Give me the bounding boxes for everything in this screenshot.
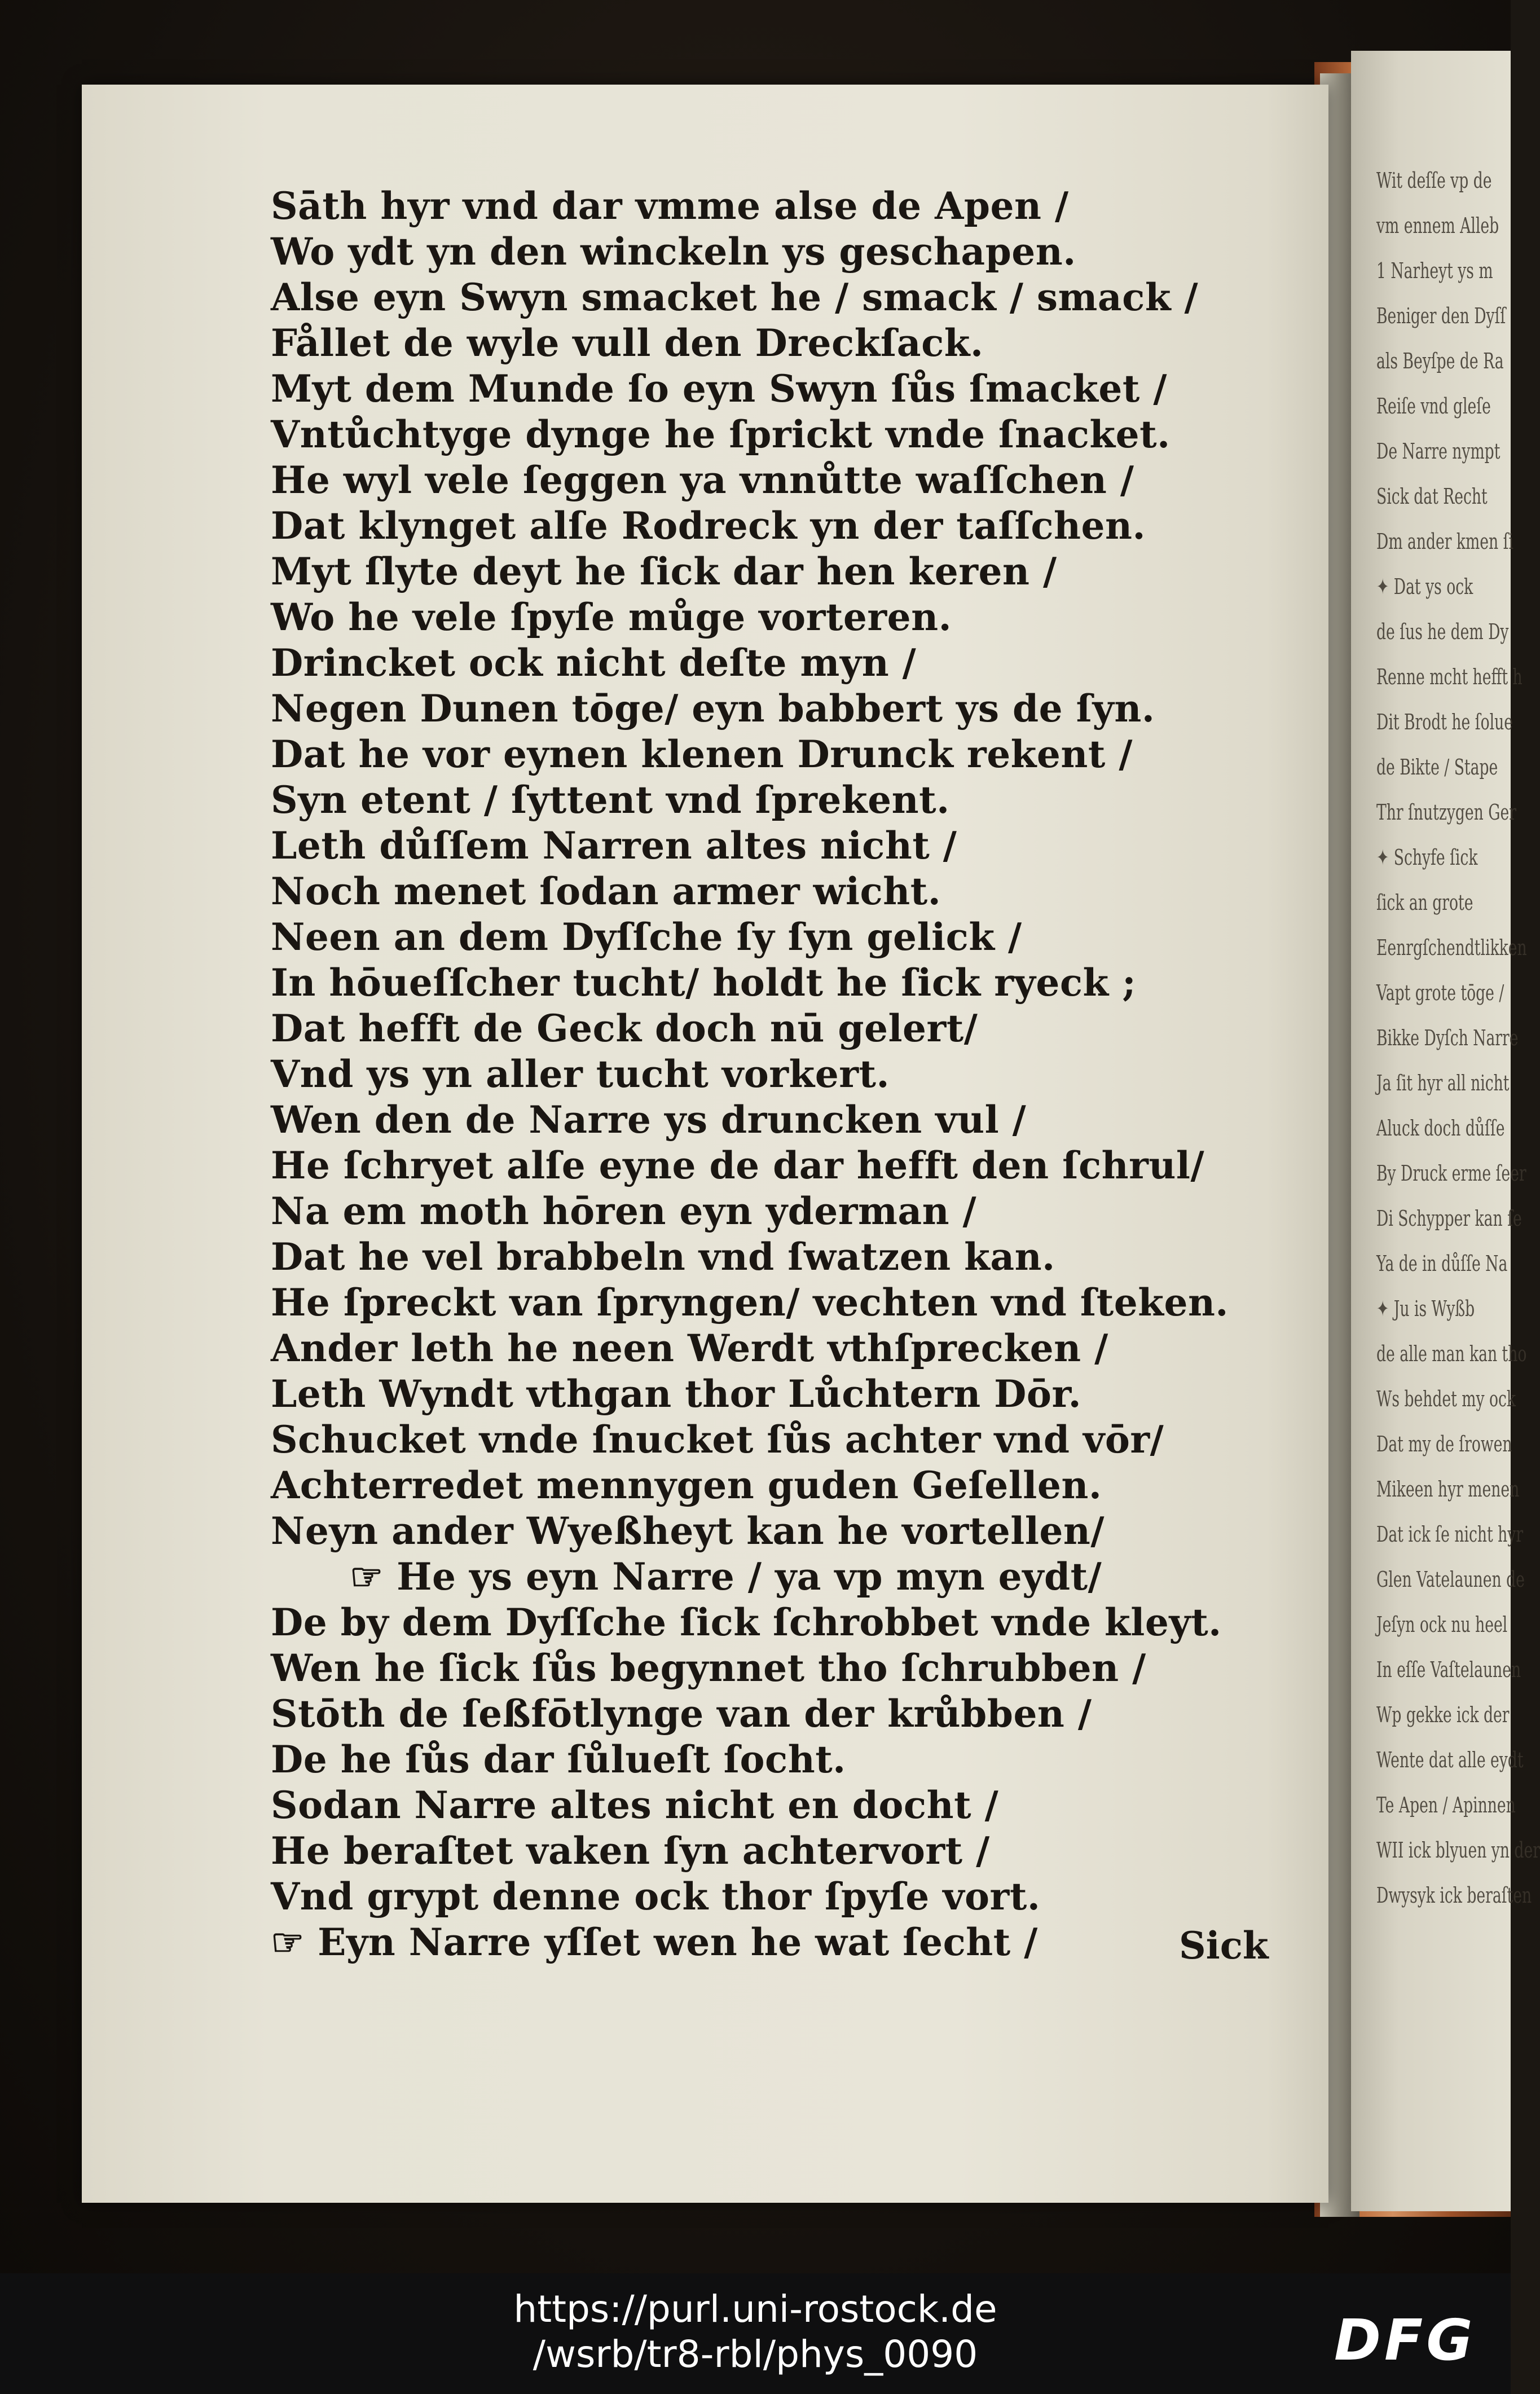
verse-line: ☞ He ys eyn Narre / ya vp myn eydt/ [350, 1555, 1102, 1599]
verse-line: Syn etent / ſyttent vnd ſprekent. [271, 778, 950, 822]
verse-line: Myt ſlyte deyt he ſick dar hen keren / [271, 549, 1057, 593]
facing-page-line: ✦ Schyfe ſick [1376, 845, 1478, 870]
verse-line: Wo ydt yn den winckeln ys geschapen. [271, 230, 1076, 274]
facing-page-line: Dat my de ſrowen [1376, 1432, 1512, 1456]
facing-page-line: Bikke Dyſch Narre [1376, 1026, 1519, 1050]
verse-line: Wen den de Narre ys druncken vul / [271, 1098, 1027, 1142]
verse-line: Neen an dem Dyſſche ſy ſyn gelick / [271, 915, 1022, 959]
facing-page-line: Beniger den Dyſſ [1376, 303, 1506, 328]
verse-line: Schucket vnde ſnucket ſůs achter vnd vōr/ [271, 1418, 1164, 1462]
facing-page-line: Thr ſnutzygen Ger [1376, 800, 1516, 825]
permalink-line-2[interactable]: /wsrb/tr8-rbl/phys_0090 [533, 2333, 978, 2376]
verse-line: Negen Dunen tōge/ eyn babbert ys de ſyn. [271, 686, 1155, 730]
verse-line: Noch menet ſodan armer wicht. [271, 869, 941, 913]
verse-line: Vnd ys yn aller tucht vorkert. [271, 1052, 890, 1096]
verse-line: Na em moth hōren eyn yderman / [271, 1189, 977, 1233]
verse-line: Alse eyn Swyn smacket he / smack / smack / [271, 275, 1199, 319]
verse-line: Vnd grypt denne ock thor ſpyſe vort. [271, 1874, 1041, 1918]
permalink-line-1[interactable]: https://purl.uni-rostock.de [513, 2287, 997, 2331]
facing-page-line: Te Apen / Apinnen [1376, 1793, 1516, 1817]
facing-page-line: Wp gekke ick der [1376, 1702, 1510, 1727]
facing-page-line: De Narre nympt [1376, 439, 1501, 464]
facing-page-line: Mikeen hyr menen [1376, 1477, 1520, 1502]
facing-page-line: als Beyſpe de Ra [1376, 349, 1504, 373]
facing-page-line: In eſſe Vaſtelaunen [1376, 1657, 1521, 1682]
facing-page-line: By Druck erme ſeer [1376, 1161, 1526, 1186]
verse-line: Dat he vor eynen klenen Drunck rekent / [271, 732, 1133, 776]
facing-page-line: Dwysyk ick beraſten [1376, 1883, 1532, 1908]
verse-line: Neyn ander Wyeßheyt kan he vortellen/ [271, 1509, 1105, 1553]
facing-page-line: Di Schypper kan ſe [1376, 1206, 1522, 1231]
facing-page-line: Aluck doch důſſe [1376, 1116, 1505, 1141]
facing-page-line: Reiſe vnd gleſe [1376, 394, 1491, 419]
facing-page-line: Glen Vatelaunen de [1376, 1567, 1525, 1592]
facing-page-line: de Bikte / Stape [1376, 755, 1498, 780]
facing-page-line: Ws behdet my ock [1376, 1387, 1516, 1411]
verse-line: He beraſtet vaken ſyn achtervort / [271, 1829, 990, 1873]
facing-page-line: de ſus he dem Dy [1376, 619, 1509, 644]
verse-line: Stōth de ſeßfōtlynge van der krůbben / [271, 1692, 1092, 1736]
facing-page-line: Dm ander kmen ſi [1376, 529, 1513, 554]
verse-line: De he ſůs dar ſůlueſt ſocht. [271, 1737, 846, 1781]
verse-line: Leth Wyndt vthgan thor Lůchtern Dōr. [271, 1372, 1082, 1416]
verse-line: He ſpreckt van ſpryngen/ vechten vnd ſteken. [271, 1280, 1229, 1324]
facing-page-line: WII ick blyuen yn der [1376, 1838, 1540, 1863]
verse-line: In hōueſſcher tucht/ holdt he ſick ryeck ; [271, 961, 1137, 1005]
facing-page-line: Eenrgſchendtlikken [1376, 935, 1527, 960]
dfg-logo: DFG [1334, 2307, 1476, 2373]
verse-line: Leth důſſem Narren altes nicht / [271, 824, 957, 868]
facing-page-line: Wit deſſe vp de [1376, 168, 1492, 193]
facing-page-line: ✦ Ju is Wyßb [1376, 1296, 1475, 1321]
facing-page-line: ſick an grote [1376, 890, 1473, 915]
verse-text-block [271, 183, 1286, 1965]
facing-page-line: Ya de in důſſe Na [1376, 1251, 1508, 1276]
verse-line: Ander leth he neen Werdt vthſprecken / [271, 1326, 1108, 1370]
verse-line: Dat hefft de Geck doch nū gelert/ [271, 1006, 978, 1050]
facing-page-line: Ja ſit hyr all nicht [1376, 1071, 1510, 1095]
verse-line: Myt dem Munde ſo eyn Swyn ſůs ſmacket / [271, 367, 1167, 411]
verse-line: Sodan Narre altes nicht en docht / [271, 1783, 999, 1827]
verse-line: Sāth hyr vnd dar vmme alse de Apen / [271, 184, 1069, 228]
facing-page-line: Wente dat alle eydt [1376, 1748, 1524, 1772]
facing-page-line: Vapt grote tōge / [1376, 980, 1504, 1005]
facing-page-line: de alle man kan tho [1376, 1341, 1527, 1366]
verse-line: De by dem Dyſſche ſick ſchrobbet vnde kleyt. [271, 1600, 1222, 1644]
facing-page-line: vm ennem Alleb [1376, 213, 1499, 238]
verse-line: Drincket ock nicht deſte myn / [271, 641, 917, 685]
facing-page-line: 1 Narheyt ys m [1376, 258, 1493, 283]
facing-page-line: Dat ick ſe nicht hyr [1376, 1522, 1524, 1547]
facing-page-line: Jeſyn ock nu heel [1376, 1612, 1508, 1637]
verse-line: ☞ Eyn Narre yſſet wen he wat ſecht / [271, 1920, 1038, 1964]
verse-line: Wo he vele ſpyſe můge vorteren. [271, 595, 952, 639]
facing-page-text [1376, 158, 1540, 1918]
verse-line: Fållet de wyle vull den Dreckſack. [271, 321, 984, 365]
verse-line: He ſchryet alſe eyne de dar hefft den ſchrul/ [271, 1143, 1205, 1187]
verse-line: Vntůchtyge dynge he ſprickt vnde ſnacket. [271, 412, 1171, 456]
verse-line: Dat he vel brabbeln vnd ſwatzen kan. [271, 1235, 1055, 1279]
catchword: Sick [1179, 1924, 1269, 1968]
verse-line: Wen he ſick ſůs begynnet tho ſchrubben / [271, 1646, 1146, 1690]
facing-page-line: Renne mcht hefft h [1376, 664, 1523, 689]
facing-page-line: Sick dat Recht [1376, 484, 1488, 509]
verse-line: Achterredet mennygen guden Geſellen. [271, 1463, 1102, 1507]
verse-line: He wyl vele ſeggen ya vnnůtte waſſchen / [271, 458, 1134, 502]
verse-line: Dat klynget alſe Rodreck yn der taſſchen. [271, 504, 1146, 548]
facing-page-line: ✦ Dat ys ock [1376, 574, 1473, 599]
facing-page-line: Dit Brodt he ſolue [1376, 710, 1513, 734]
